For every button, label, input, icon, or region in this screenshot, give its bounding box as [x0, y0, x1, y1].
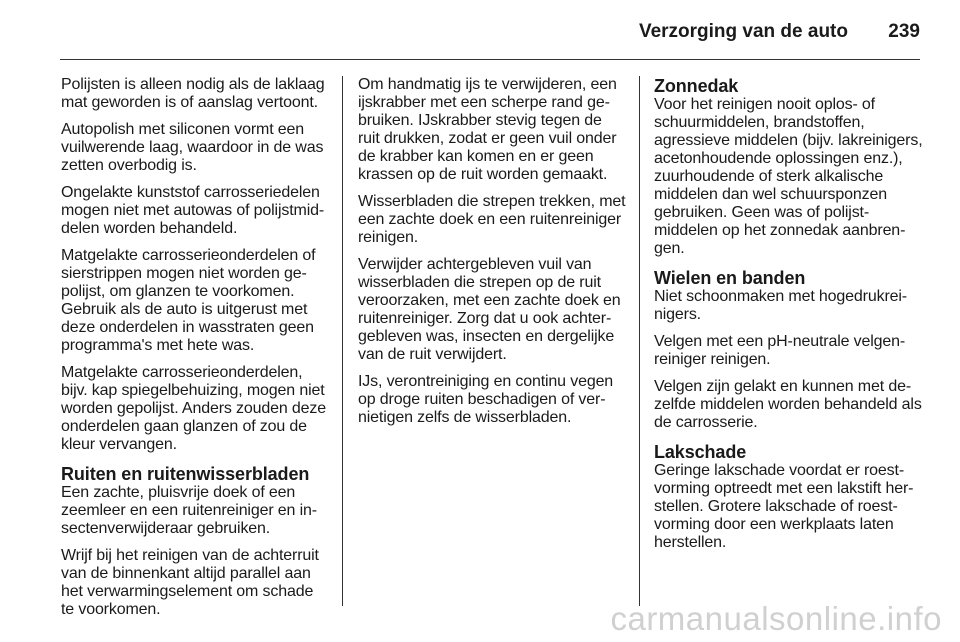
section-heading-lakschade: Lakschade	[654, 442, 747, 462]
page-number: 239	[888, 21, 920, 42]
paragraph: Een zachte, pluisvrije doek of een zeemleer en een ruitenreiniger en insectenverwijderaar gebruiken.	[61, 484, 318, 537]
watermark: carmanualsonline.info	[610, 600, 942, 637]
page-header	[0, 0, 960, 60]
paragraph: Verwijder achtergebleven vuil van wisserbladen die strepen op de ruit veroorzaken, met een zachte doek en ruitenreiniger. Zorg dat u ook achtergebleven was, insecten en dergelijke van de ruit verwijdert.	[358, 256, 621, 363]
paragraph: Wrijf bij het reinigen van de achterruit van de binnenkant altijd parallel aan het verwarmingselement om schade te voorkomen.	[61, 547, 319, 618]
header-divider	[60, 59, 920, 60]
paragraph: Geringe lakschade voordat er roestvorming optreedt met een lakstift herstellen. Grotere lakschade of roestvorming door een werkplaats laten herstellen.	[654, 462, 914, 551]
paragraph: Polijsten is alleen nodig als de laklaag mat geworden is of aanslag vertoont.	[61, 76, 325, 111]
column-divider	[342, 76, 343, 606]
section-heading-ruiten: Ruiten en ruitenwisserbladen	[61, 464, 310, 484]
paragraph: Om handmatig ijs te verwijderen, een ijskrabber met een scherpe rand gebruiken. IJskrabber stevig tegen de ruit drukken, zodat er geen vuil onder de krabber kan komen en er geen krassen op de ruit worden gemaakt.	[358, 76, 617, 183]
column-divider	[639, 76, 640, 606]
paragraph: Velgen zijn gelakt en kunnen met dezelfde middelen worden behandeld als de carrosserie.	[654, 378, 922, 431]
paragraph: IJs, verontreiniging en continu vegen op droge ruiten beschadigen of vernietigen zelfs de wisserbladen.	[358, 373, 614, 426]
paragraph: Autopolish met siliconen vormt een vuilwerende laag, waardoor in de was zetten overbodig is.	[61, 121, 324, 174]
text-column-3	[654, 76, 924, 561]
paragraph: Matgelakte carrosserieonderdelen, bijv. kap spiegelbehuizing, mogen niet worden gepolijst. Anders zouden deze onderdelen gaan glanzen of zou de kleur vervangen.	[61, 364, 327, 453]
paragraph: Wisserbladen die strepen trekken, met een zachte doek en een ruitenreiniger reinigen.	[358, 193, 626, 246]
paragraph: Voor het reinigen nooit oplos- of schuurmiddelen, brandstoffen, agressieve middelen (bijv. lakreinigers, acetonhoudende oplossingen enz.), zuurhoudende of sterk alkalische middelen dan wel schuursponzen gebruiken. Geen was of polijstmiddelen op het zonnedak aanbrengen.	[654, 96, 923, 257]
paragraph: Ongelakte kunststof carrosseriedelen mogen niet met autowas of polijstmiddelen worden behandeld.	[61, 184, 325, 237]
section-heading-wielen: Wielen en banden	[654, 268, 806, 288]
text-column-1	[61, 76, 327, 628]
paragraph: Velgen met een pH-neutrale velgenreiniger reinigen.	[654, 333, 906, 368]
section-heading-zonnedak: Zonnedak	[654, 76, 739, 96]
text-column-2	[358, 76, 626, 436]
paragraph: Niet schoonmaken met hogedrukreinigers.	[654, 288, 908, 323]
page-title: Verzorging van de auto	[638, 21, 848, 42]
paragraph: Matgelakte carrosserieonderdelen of sierstrippen mogen niet worden gepolijst, om glanzen te voorkomen. Gebruik als de auto is uitgerust met deze onderdelen in wasstraten geen programma's met hete was.	[61, 247, 316, 354]
